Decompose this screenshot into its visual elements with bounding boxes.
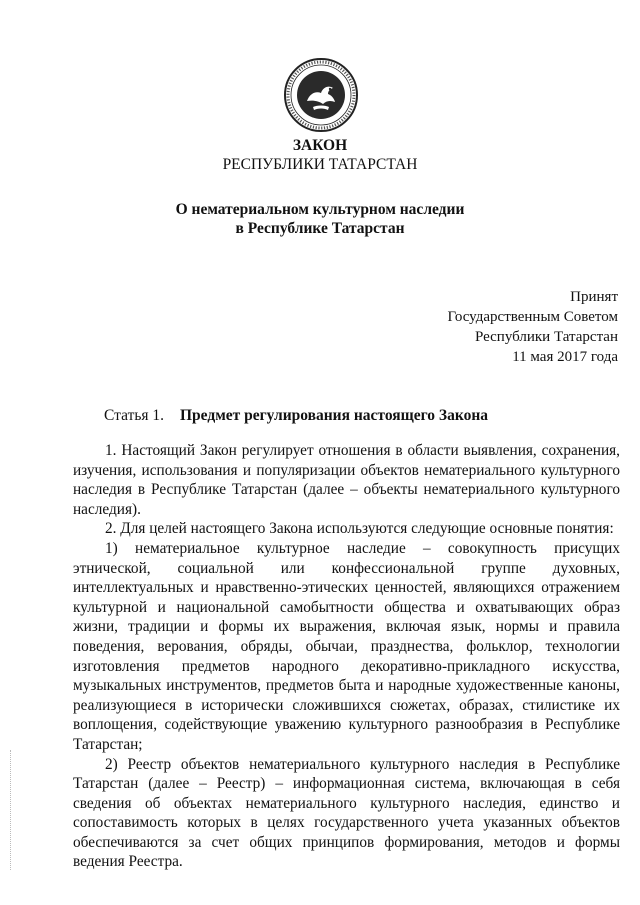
adopted-by-line: Государственным Советом xyxy=(447,309,618,325)
republic-heading: РЕСПУБЛИКИ ТАТАРСТАН xyxy=(222,156,418,173)
article-title: Предмет регулирования настоящего Закона xyxy=(180,407,489,424)
adopted-republic-line: Республики Татарстан xyxy=(474,329,618,345)
article-heading xyxy=(104,406,488,426)
paragraph: 1. Настоящий Закон регулирует отношения в области выявления, сохранения, изучения, использования и популяризации объектов нематериального культурного наследия в Республике Татарстан (далее – объекты нематериального культурного наследия). xyxy=(73,442,620,518)
law-title-line2: в Республике Татарстан xyxy=(235,220,405,237)
paragraph: 2. Для целей настоящего Закона используются следующие основные понятия: xyxy=(105,520,614,538)
article-number: Статья 1. xyxy=(104,407,165,424)
article-body xyxy=(73,441,620,872)
tatarstan-coat-of-arms-icon xyxy=(283,57,359,133)
paragraph: 2) Реестр объектов нематериального культурного наследия в Республике Татарстан (далее – Реестр) – информационная система, включающая в себя сведения об объектах нематериального культурного наследия, единство и сопоставимость которых в целях государственного учета указанных объектов обеспечиваются за счет общих принципов формирования, методов и формы ведения Реестра. xyxy=(73,755,620,871)
adoption-block xyxy=(448,287,619,367)
adoption-date: 11 мая 2017 года xyxy=(512,349,618,365)
adopted-line: Принят xyxy=(570,289,618,305)
paragraph: 1) нематериальное культурное наследие – совокупность присущих этнической, социальной или конфессиональной группе духовных, интеллектуальных и нравственно-этических ценностей, являющихся отражением культурной и национальной самобытности общества и охватывающих образ жизни, традиции и формы их выражения, включая язык, нормы и правила поведения, верования, обряды, обычаи, празднества, фольклор, технологии изготовления предметов народного декоративно-прикладного искусства, музыкальных инструментов, предметов быта и народные художественные каноны, реализующиеся в исторически сложившихся сюжетах, образах, стилистике их воплощения, содействующие уважению культурного разнообразия в Республике Татарстан; xyxy=(73,539,620,753)
scan-margin-mark xyxy=(10,750,12,870)
law-title-line1: О нематериальном культурном наследии xyxy=(175,201,465,218)
law-heading: ЗАКОН xyxy=(292,137,348,154)
